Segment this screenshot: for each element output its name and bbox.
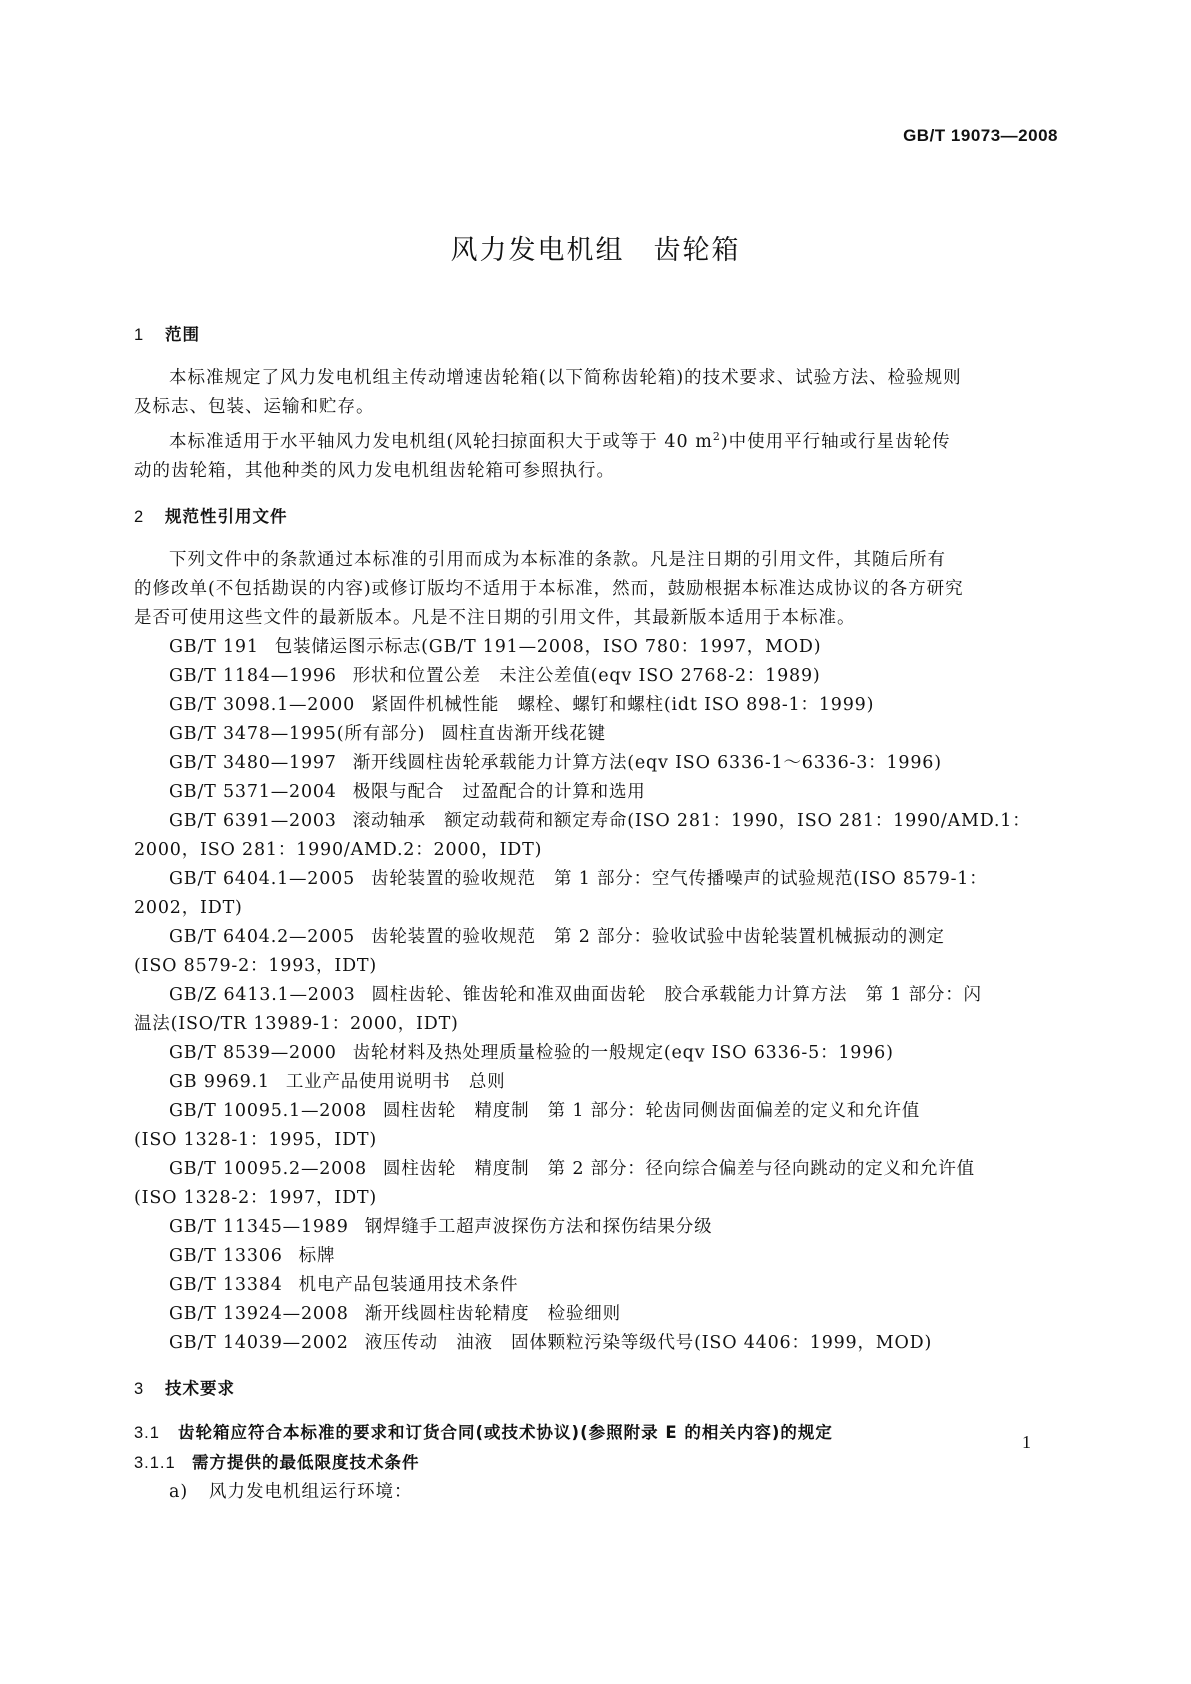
reference-title: 钢焊缝手工超声波探伤方法和探伤结果分级 (364, 1216, 713, 1237)
reference-code: GB/T 10095.2—2008 (169, 1158, 367, 1179)
reference-title: 圆柱直齿渐开线花键 (441, 723, 606, 744)
reference-title: 液压传动 油液 固体颗粒污染等级代号(ISO 4406：1999，MOD) (364, 1332, 933, 1353)
section-title: 规范性引用文件 (165, 506, 288, 526)
reference-item (134, 981, 1059, 1039)
reference-code: GB/T 1184—1996 (169, 665, 337, 686)
reference-code: GB/T 13384 (169, 1274, 283, 1295)
reference-continuation: 2002，IDT) (134, 897, 243, 918)
section-2-heading (134, 502, 1059, 532)
reference-item (134, 662, 1059, 691)
reference-code: GB/T 3098.1—2000 (169, 694, 356, 715)
section-number: 1 (134, 326, 145, 344)
reference-title: 圆柱齿轮、锥齿轮和准双曲面齿轮 胶合承载能力计算方法 第 1 部分：闪 (371, 984, 982, 1005)
reference-item (134, 1300, 1059, 1329)
subsection-3-1-1 (134, 1448, 1059, 1478)
reference-title: 机电产品包装通用技术条件 (298, 1274, 519, 1295)
reference-title: 滚动轴承 额定动载荷和额定寿命(ISO 281：1990，ISO 281：1990/AMD.1： (352, 810, 1031, 831)
reference-item (134, 1213, 1059, 1242)
page-number: 1 (1022, 1432, 1031, 1452)
section-number: 2 (134, 507, 145, 526)
text-line: 及标志、包装、运输和贮存。 (134, 397, 375, 417)
reference-item (134, 1155, 1059, 1213)
section-1-heading (134, 320, 1059, 350)
reference-code: GB/T 11345—1989 (169, 1216, 349, 1237)
section-3-heading (134, 1374, 1059, 1404)
reference-item (134, 1068, 1059, 1097)
reference-item (134, 633, 1059, 662)
text-line: 本标准适用于水平轴风力发电机组(风轮扫掠面积大于或等于 40 $m^2$)中使用平行轴或行星齿轮传 (169, 430, 951, 452)
subsection-title: 齿轮箱应符合本标准的要求和订货合同(或技术协议)(参照附录 E 的相关内容)的规定 (178, 1422, 833, 1442)
reference-code: GB/T 191 (169, 636, 259, 657)
reference-title: 齿轮材料及热处理质量检验的一般规定(eqv ISO 6336-5：1996) (352, 1042, 894, 1063)
reference-title: 齿轮装置的验收规范 第 2 部分：验收试验中齿轮装置机械振动的测定 (371, 926, 945, 947)
reference-code: GB/T 3478—1995(所有部分) (169, 723, 426, 744)
document-body (134, 320, 1059, 1507)
reference-title: 工业产品使用说明书 总则 (285, 1071, 506, 1092)
reference-continuation: (ISO 8579-2：1993，IDT) (134, 955, 378, 976)
reference-code: GB/T 6404.1—2005 (169, 868, 356, 889)
text-line: 动的齿轮箱，其他种类的风力发电机组齿轮箱可参照执行。 (134, 460, 615, 481)
reference-title: 包装储运图示标志(GB/T 191—2008，ISO 780：1997，MOD) (274, 636, 822, 657)
reference-item (134, 778, 1059, 807)
paragraph (134, 546, 1059, 633)
reference-title: 极限与配合 过盈配合的计算和选用 (352, 781, 646, 802)
section-number: 3 (134, 1379, 145, 1398)
reference-code: GB/T 8539—2000 (169, 1042, 337, 1063)
reference-title: 齿轮装置的验收规范 第 1 部分：空气传播噪声的试验规范(ISO 8579-1： (371, 868, 988, 889)
reference-continuation: (ISO 1328-1：1995，IDT) (134, 1129, 378, 1150)
reference-continuation: (ISO 1328-2：1997，IDT) (134, 1187, 378, 1208)
reference-code: GB/T 10095.1—2008 (169, 1100, 367, 1121)
reference-code: GB/T 6404.2—2005 (169, 926, 356, 947)
reference-item (134, 923, 1059, 981)
reference-code: GB/T 5371—2004 (169, 781, 337, 802)
reference-item (134, 749, 1059, 778)
reference-title: 形状和位置公差 未注公差值(eqv ISO 2768-2：1989) (352, 665, 821, 686)
reference-title: 紧固件机械性能 螺栓、螺钉和螺柱(idt ISO 898-1：1999) (371, 694, 875, 715)
reference-title: 渐开线圆柱齿轮精度 检验细则 (364, 1303, 621, 1324)
paragraph (134, 422, 1059, 486)
reference-item (134, 1097, 1059, 1155)
reference-continuation: 温法(ISO/TR 13989-1：2000，IDT) (134, 1013, 459, 1034)
reference-code: GB/Z 6413.1—2003 (169, 984, 356, 1005)
text-line: 下列文件中的条款通过本标准的引用而成为本标准的条款。凡是注日期的引用文件，其随后所有 (169, 549, 946, 570)
reference-item (134, 1271, 1059, 1300)
superscript: 2 (712, 430, 721, 443)
section-title: 范围 (165, 325, 200, 344)
reference-item (134, 1329, 1059, 1358)
section-title: 技术要求 (165, 1378, 235, 1398)
text-line: 是否可使用这些文件的最新版本。凡是不注日期的引用文件，其最新版本适用于本标准。 (134, 607, 856, 628)
reference-code: GB/T 6391—2003 (169, 810, 337, 831)
reference-item (134, 807, 1059, 865)
reference-item (134, 1039, 1059, 1068)
document-title: 风力发电机组 齿轮箱 (450, 235, 741, 266)
standard-code: GB/T 19073—2008 (903, 126, 1058, 145)
subsection-title: 需方提供的最低限度技术条件 (192, 1452, 420, 1472)
reference-continuation: 2000，ISO 281：1990/AMD.2：2000，IDT) (134, 839, 543, 860)
reference-item (134, 865, 1059, 923)
reference-code: GB/T 13306 (169, 1245, 283, 1266)
reference-title: 标牌 (298, 1245, 336, 1266)
reference-title: 圆柱齿轮 精度制 第 1 部分：轮齿同侧齿面偏差的定义和允许值 (382, 1100, 921, 1121)
reference-code: GB/T 14039—2002 (169, 1332, 349, 1353)
text-line: 本标准规定了风力发电机组主传动增速齿轮箱(以下简称齿轮箱)的技术要求、试验方法、检验规则 (169, 368, 962, 388)
list-marker: a) (169, 1481, 189, 1502)
reference-title: 圆柱齿轮 精度制 第 2 部分：径向综合偏差与径向跳动的定义和允许值 (382, 1158, 975, 1179)
list-item (134, 1478, 1059, 1507)
reference-code: GB/T 3480—1997 (169, 752, 337, 773)
reference-code: GB/T 13924—2008 (169, 1303, 349, 1324)
subsection-3-1 (134, 1418, 1059, 1448)
reference-item (134, 1242, 1059, 1271)
reference-item (134, 720, 1059, 749)
subsection-number: 3.1 (134, 1423, 160, 1442)
paragraph (134, 364, 1059, 422)
reference-title: 渐开线圆柱齿轮承载能力计算方法(eqv ISO 6336-1～6336-3：1996) (352, 752, 942, 773)
reference-item (134, 691, 1059, 720)
text-line: 的修改单(不包括勘误的内容)或修订版均不适用于本标准，然而，鼓励根据本标准达成协议的各方研究 (134, 578, 964, 599)
reference-list (134, 633, 1059, 1358)
list-item-text: 风力发电机组运行环境： (209, 1481, 413, 1502)
reference-code: GB 9969.1 (169, 1071, 270, 1092)
subsection-number: 3.1.1 (134, 1453, 176, 1472)
